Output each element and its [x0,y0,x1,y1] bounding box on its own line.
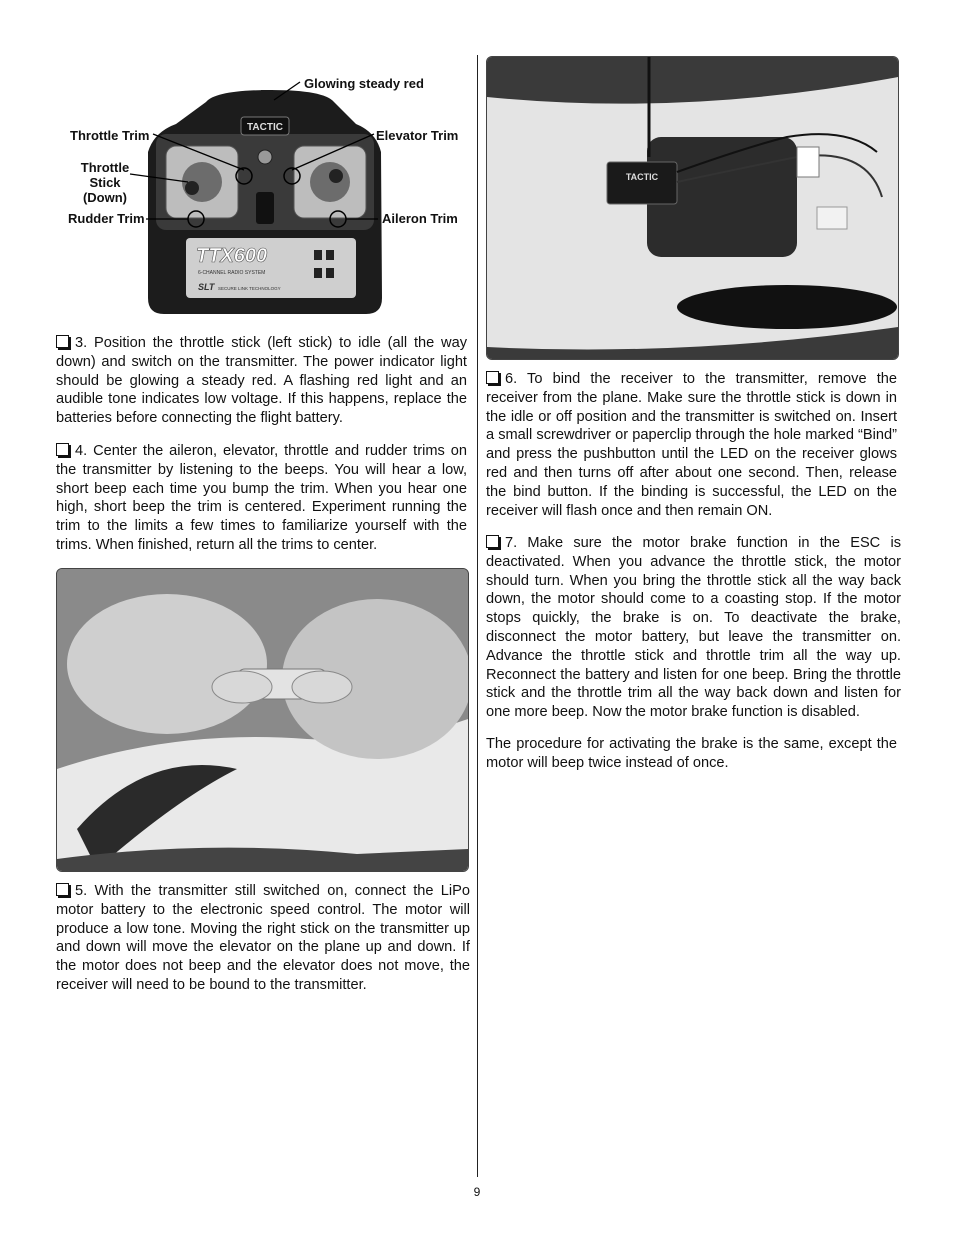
callout-throttle-stick [64,160,146,205]
slt-logo: SLT [198,282,215,292]
callout-rudder-trim: Rudder Trim [68,211,145,226]
battery-connection-photo [56,568,469,872]
brake-note-paragraph: The procedure for activating the brake is the same, except the motor will beep twice instead of once. [486,736,897,771]
battery-connection-illustration [57,569,468,871]
transmitter-figure [56,62,468,322]
step-5-paragraph [56,882,470,995]
checkbox-icon[interactable] [56,883,69,896]
callout-elevator-trim: Elevator Trim [376,128,459,143]
callout-throttle-stick-line1: Throttle Stick [80,160,130,190]
receiver-bind-illustration [487,57,898,359]
callout-throttle-trim: Throttle Trim [70,128,150,143]
step-3-paragraph [56,334,467,428]
slt-caption: SECURE LINK TECHNOLOGY [218,286,281,291]
step-6-paragraph [486,370,897,520]
receiver-bind-photo [486,56,899,360]
transmitter-subtitle: 6-CHANNEL RADIO SYSTEM [198,270,266,276]
transmitter-model: TTX600 [196,245,268,267]
checkbox-icon[interactable] [56,443,69,456]
checkbox-icon[interactable] [486,371,499,384]
step-7-paragraph [486,534,901,722]
receiver-brand: TACTIC [625,172,659,182]
callout-throttle-stick-line2: (Down) [82,190,128,205]
callout-aileron-trim: Aileron Trim [382,211,458,226]
callout-glowing-steady-red: Glowing steady red [304,76,424,91]
step-6-text: 6. To bind the receiver to the transmitter, remove the receiver from the plane. Make sure the throttle stick is down in the idle or off position and the transmitter is switched on. Insert a small screwdriver or paperclip through the hole marked “Bind” and press the pushbutton until the LED on the receiver glows red and then turns off after about one second. Then, release the bind button. If the binding is successful, the LED on the receiver will flash once and then remain ON. [486,371,897,519]
transmitter-brand: TACTIC [247,122,283,133]
step-5-text: 5. With the transmitter still switched on, connect the LiPo motor battery to the electronic speed control. The motor will produce a low tone. Moving the right stick on the transmitter up and down will move the elevator on the plane up and down. If the motor does not beep and the elevator does not move, the receiver will need to be bound to the transmitter. [56,883,470,993]
column-divider [477,55,478,1177]
step-4-paragraph [56,442,467,555]
checkbox-icon[interactable] [486,535,499,548]
step-3-text: 3. Position the throttle stick (left stick) to idle (all the way down) and switch on the transmitter. The power indicator light should be glowing a steady red. A flashing red light and an audible tone indicates low voltage. If this happens, replace the batteries before connecting the flight battery. [56,335,467,427]
checkbox-icon[interactable] [56,335,69,348]
step-7-text: 7. Make sure the motor brake function in the ESC is deactivated. When you advance the throttle stick, the motor should turn. When you bring the throttle stick all the way back down, the motor should come to a coasting stop. If the motor stops quickly, the brake is on. To deactivate the brake, disconnect the motor battery, but leave the transmitter on. Advance the throttle stick and throttle trim all the way up. Reconnect the battery and listen for one beep. Bring the throttle stick and the throttle trim all the way back down and listen for one more beep. Now the motor brake function is disabled. [486,535,901,721]
page-number: 9 [473,1185,481,1199]
step-4-text: 4. Center the aileron, elevator, throttle and rudder trims on the transmitter by listening to the beeps. You will hear a low, short beep each time you bump the trim. When you hear one high, short beep the trim is centered. Experiment running the trim to the limits a few times to familiarize yourself with the trims. When finished, return all the trims to center. [56,443,467,553]
